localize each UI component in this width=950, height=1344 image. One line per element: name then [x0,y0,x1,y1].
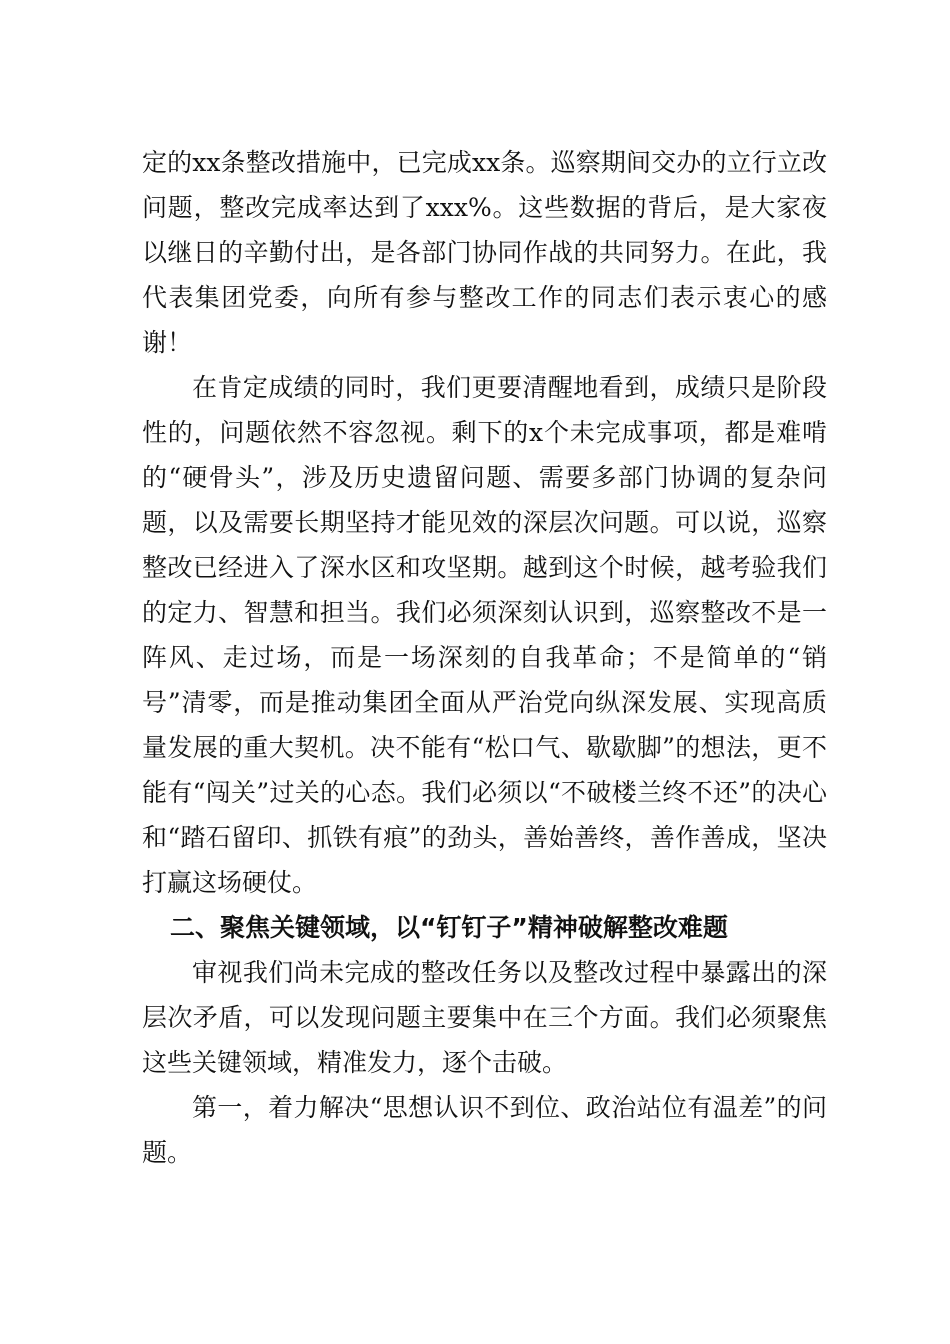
section-heading: 二、聚焦关键领域，以“钉钉子”精神破解整改难题 [170,913,728,942]
paragraph-first-point: 第一，着力解决“思想认识不到位、政治站位有温差”的问题。 [142,1093,827,1167]
document-body [142,140,827,1175]
paragraph-achievements-caution: 在肯定成绩的同时，我们更要清醒地看到，成绩只是阶段性的，问题依然不容忽视。剩下的x个未完成事项，都是难啃的“硬骨头”，涉及历史遗留问题、需要多部门协调的复杂问题，以及需要长期坚持才能见效的深层次问题。可以说，巡察整改已经进入了深水区和攻坚期。越到这个时候，越考验我们的定力、智慧和担当。我们必须深刻认识到，巡察整改不是一阵风、走过场，而是一场深刻的自我革命；不是简单的“销号”清零，而是推动集团全面从严治党向纵深发展、实现高质量发展的重大契机。决不能有“松口气、歇歇脚”的想法，更不能有“闯关”过关的心态。我们必须以“不破楼兰终不还”的决心和“踏石留印、抓铁有痕”的劲头，善始善终，善作善成，坚决打赢这场硬仗。 [142,373,827,897]
paragraph-review: 审视我们尚未完成的整改任务以及整改过程中暴露出的深层次矛盾，可以发现问题主要集中在三个方面。我们必须聚焦这些关键领域，精准发力，逐个击破。 [142,958,827,1077]
paragraph-continuation: 定的xx条整改措施中，已完成xx条。巡察期间交办的立行立改问题，整改完成率达到了xxx%。这些数据的背后，是大家夜以继日的辛勤付出，是各部门协同作战的共同努力。在此，我代表集团党委，向所有参与整改工作的同志们表示衷心的感谢！ [142,148,827,357]
